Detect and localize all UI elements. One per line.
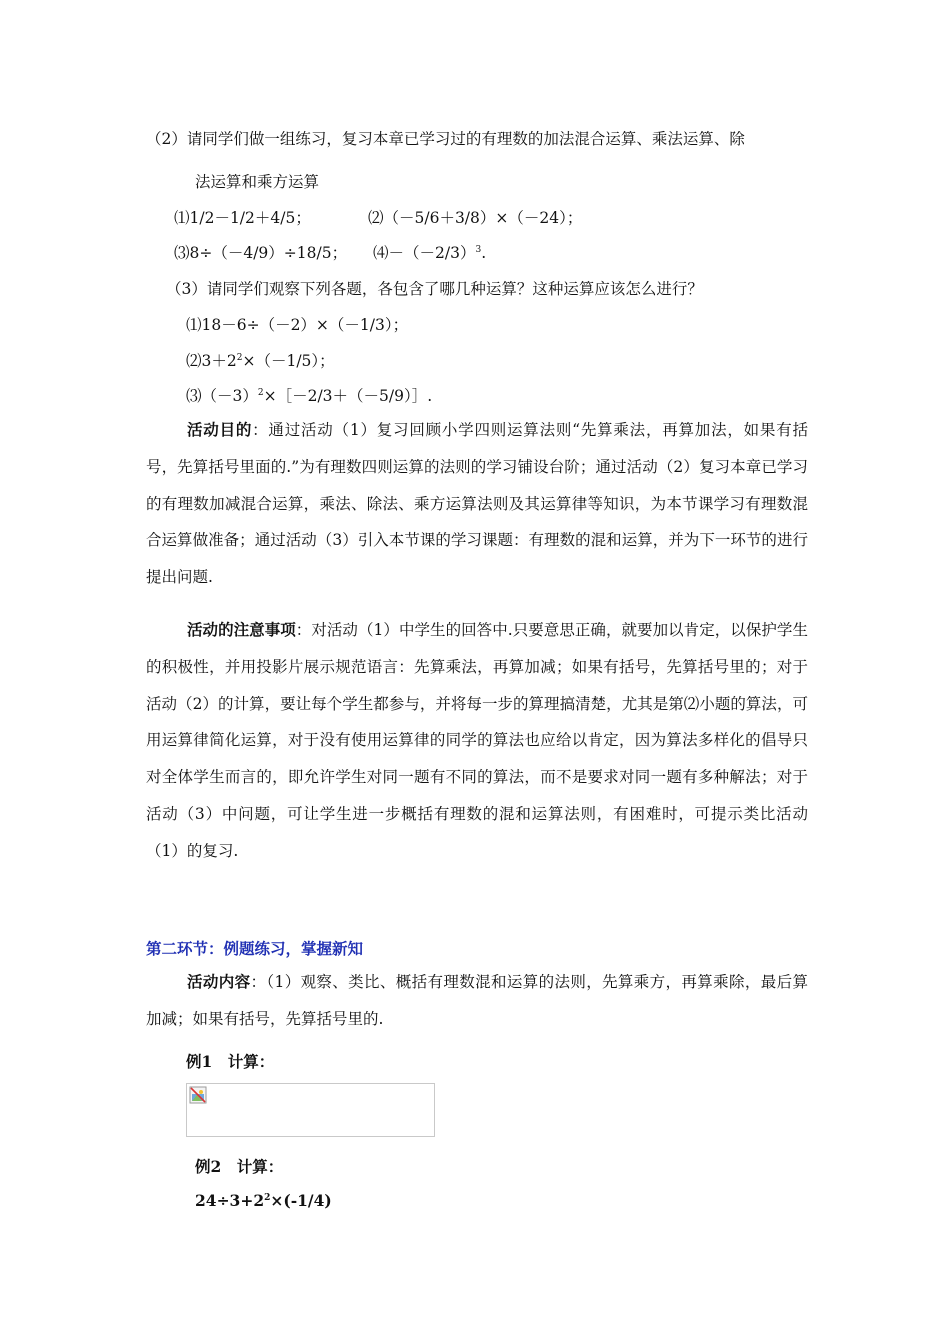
example-2-expression-rest: ×(-1/4) [270,1191,332,1210]
activity-purpose [146,412,808,596]
exercise-4-end: . [481,244,487,262]
activity-content-label: 活动内容 [187,972,251,991]
question-2-exponent: 2 [236,352,243,363]
section2-intro-line1: （2）请同学们做一组练习，复习本章已学习过的有理数的加法混合运算、乘法运算、除 [146,130,745,148]
exercise-4-exponent: 3 [475,244,482,255]
activity-notes-label: 活动的注意事项 [187,620,296,639]
exercise-3: ⑶8÷（－4/9）÷18/5； [174,244,348,262]
section3-intro: （3）请同学们观察下列各题，各包含了哪几种运算？这种运算应该怎么进行？ [166,280,703,298]
example-2-expression-base: 24÷3+2 [195,1191,265,1210]
activity-purpose-label: 活动目的 [187,420,253,439]
activity-purpose-text: ：通过活动（1）复习回顾小学四则运算法则“先算乘法，再算加法，如果有括号，先算括号里面的.”为有理数四则运算的法则的学习铺设台阶；通过活动（2）复习本章已学习的有理数加减混合运算，乘法、除法、乘方运算法则及其运算律等知识，为本节课学习有理数混合运算做准备；通过活动（3）引入本节课的学习课题：有理数的混和运算，并为下一环节的进行提出问题. [146,421,808,587]
broken-image-placeholder [186,1083,435,1137]
question-1: ⑴18－6÷（－2）×（－1/3）； [186,316,409,334]
broken-image-icon [189,1086,207,1104]
exercise-1: ⑴1/2－1/2＋4/5； [174,209,311,227]
activity-notes-text: ：对活动（1）中学生的回答中.只要意思正确，就要加以肯定，以保护学生的积极性，并用投影片展示规范语言：先算乘法，再算加减；如果有括号，先算括号里的；对于活动（2）的计算，要让每个学生都参与，并将每一步的算理搞清楚，尤其是第⑵小题的算法，可用运算律简化运算，对于没有使用运算律的同学的算法也应给以肯定，因为算法多样化的倡导只对全体学生而言的，即允许学生对同一题有不同的算法，而不是要求对同一题有多种解法；对于活动（3）中问题，可让学生进一步概括有理数的混和运算法则，有困难时，可提示类比活动（1）的复习. [146,621,808,860]
question-3-exponent: 2 [257,387,264,398]
example-2-expression-exponent: 2 [264,1192,271,1203]
activity-content-text: ：（1）观察、类比、概括有理数混和运算的法则，先算乘方，再算乘除，最后算加减；如果有括号，先算括号里的. [146,973,808,1028]
example-2-expression [195,1191,332,1210]
example-2-label: 例2 计算： [195,1157,284,1176]
exercise-4-main: ⑷－（－2/3） [373,244,476,262]
question-2-base: ⑵3＋2 [186,352,237,370]
activity-notes [146,612,808,870]
question-3-rest: ×［－2/3＋（－5/9）］. [263,387,433,405]
activity-content [146,964,808,1038]
question-3 [186,384,432,406]
section-heading-part2: 第二环节：例题练习，掌握新知 [146,939,364,958]
example-1-label: 例1 计算： [186,1052,275,1071]
exercise-2: ⑵（－5/6＋3/8）×（－24）； [368,209,583,227]
section2-intro-line2: 法运算和乘方运算 [195,173,320,191]
exercise-4 [373,241,486,263]
question-2 [186,349,335,371]
question-2-rest: ×（－1/5）； [242,352,335,370]
question-3-base: ⑶（－3） [186,387,258,405]
